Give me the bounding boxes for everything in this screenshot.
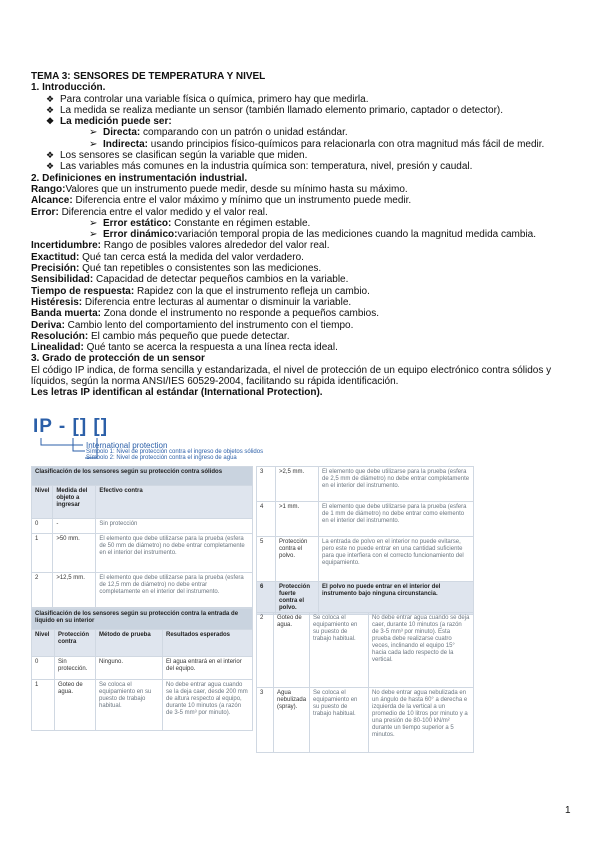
arrow-bullet-icon: ➢	[89, 217, 98, 229]
diamond-bullet-icon: ❖	[46, 150, 55, 161]
definition-banda-muerta: Banda muerta: Zona donde el instrumento no responde a pequeños cambios.	[31, 308, 379, 320]
ip-label-symbol2: Símbolo 2: Nivel de protección contra el ingreso de agua	[86, 455, 237, 461]
definition-deriva: Deriva: Cambio lento del comportamiento del instrumento con el tiempo.	[31, 319, 354, 331]
page-number: 1	[565, 805, 571, 816]
bullet-item: ❖ Para controlar una variable física o química, primero hay que medirla.	[46, 93, 369, 105]
diamond-bullet-icon: ❖	[46, 161, 55, 172]
sub-bullet-item: ➢ Error estático: Constante en régimen estable.	[89, 217, 311, 229]
diamond-bullet-icon: ❖	[46, 116, 55, 127]
sub-bullet-item: ➢ Directa: comparando con un patrón o unidad estándar.	[89, 127, 348, 139]
definition-exactitud: Exactitud: Qué tan cerca está la medida del valor verdadero.	[31, 251, 304, 263]
table-row: 0 Sin protección. Ninguno. El agua entrará en el interior del equipo.	[32, 657, 253, 680]
definition-sensibilidad: Sensibilidad: Capacidad de detectar pequeños cambios en la variable.	[31, 274, 349, 286]
column-header: Efectivo contra	[96, 486, 253, 519]
bullet-item: ❖ La medición puede ser:	[46, 116, 172, 128]
column-header: Resultados esperados	[163, 630, 253, 657]
bullet-item: ❖ Los sensores se clasifican según la variable que miden.	[46, 150, 308, 162]
column-header: Protección contra	[55, 630, 96, 657]
bullet-item: ❖ Las variables más comunes en la industria química son: temperatura, nivel, presión y caudal.	[46, 161, 473, 173]
table-row: 0 - Sin protección	[32, 519, 253, 534]
solids-protection-table-continued	[256, 466, 474, 615]
diamond-bullet-icon: ❖	[46, 104, 55, 115]
definition-alcance: Alcance: Diferencia entre el valor máximo y mínimo que un instrumento puede medir.	[31, 195, 412, 207]
bullet-item: ❖ La medida se realiza mediante un sensor (también llamado elemento primario, captador o detector).	[46, 104, 504, 116]
ip-label-international: International protection	[86, 441, 168, 450]
document-title: TEMA 3: SENSORES DE TEMPERATURA Y NIVEL	[31, 71, 266, 82]
liquids-protection-table	[31, 608, 253, 731]
ip-code-figure	[31, 416, 271, 462]
table-row: 2 >12,5 mm. El elemento que debe utilizarse para la prueba (esfera de 12,5 mm de diámetro) no debe entrar completamente en el interior del instrumento.	[32, 573, 253, 608]
ip-code: IP - [] []	[33, 416, 109, 437]
table-row: 4 >1 mm. El elemento que debe utilizarse para la prueba (esfera de 1 mm de diámetro) no debe entrar como elemento en el interior del instrumento.	[257, 502, 474, 537]
section-3-heading: 3. Grado de protección de un sensor	[31, 353, 205, 365]
arrow-bullet-icon: ➢	[89, 138, 98, 150]
table-row: 1 >50 mm. El elemento que debe utilizarse para la prueba (esfera de 50 mm de diámetro) no debe entrar completamente en el interior del instrumento.	[32, 534, 253, 573]
diamond-bullet-icon: ❖	[46, 93, 55, 104]
column-header: Medida del objeto a ingresar	[53, 486, 96, 519]
table-row: 3 >2,5 mm. El elemento que debe utilizarse para la prueba (esfera de 2,5 mm de diámetro) no debe entrar completamente en el interior del instrumento.	[257, 467, 474, 502]
definition-linealidad: Linealidad: Qué tanto se acerca la respuesta a una línea recta ideal.	[31, 342, 338, 354]
definition-error: Error: Diferencia entre el valor medido y el valor real.	[31, 206, 268, 218]
table-caption: Clasificación de los sensores según su protección contra sólidos	[32, 467, 253, 486]
section-3-ip-note: Les letras IP identifican al estándar (International Protection).	[31, 387, 323, 399]
definition-resolucion: Resolución: El cambio más pequeño que puede detectar.	[31, 330, 290, 342]
table-caption: Clasificación de los sensores según su protección contra la entrada de líquido en su interior	[32, 609, 253, 630]
sub-bullet-item: ➢ Indirecta: usando principios físico-químicos para relacionarla con otra magnitud más fácil de medir.	[89, 138, 545, 150]
definition-incertidumbre: Incertidumbre: Rango de posibles valores alrededor del valor real.	[31, 240, 330, 252]
definition-tiempo-respuesta: Tiempo de respuesta: Rapidez con la que el instrumento refleja un cambio.	[31, 285, 370, 297]
column-header: Nivel	[32, 630, 55, 657]
section-2-heading: 2. Definiciones en instrumentación industrial.	[31, 172, 248, 184]
table-row: 2 Goteo de agua. Se coloca el equipamiento en su puesto de trabajo habitual. No debe entrar agua cuando se deja caer, durante 10 minutos (a razón de 3-5 mm³ por minuto). Esta prueba debe realizarse cuatro veces, inclinando el equipo 15° hacia cada lado respecto de la vertical.	[257, 613, 474, 688]
table-row: 6 Protección fuerte contra el polvo. El polvo no puede entrar en el interior del instrumento bajo ninguna circunstancia.	[257, 582, 474, 615]
document-body	[31, 71, 576, 399]
solids-protection-table	[31, 466, 253, 608]
liquids-protection-table-continued	[256, 612, 474, 753]
arrow-bullet-icon: ➢	[89, 229, 98, 241]
table-row: 3 Agua nebulizada (spray). Se coloca el equipamiento en su puesto de trabajo habitual. No debe entrar agua nebulizada en un ángulo de hasta 60° a derecha e izquierda de la vertical a un promedio de 10 litros por minuto y a una presión de 80-100 kN/m² durante un tiempo superior a 5 minutos.	[257, 688, 474, 753]
definition-rango: Rango:Valores que un instrumento puede medir, desde su mínimo hasta su máximo.	[31, 183, 408, 195]
definition-precision: Precisión: Qué tan repetibles o consistentes son las mediciones.	[31, 263, 322, 275]
ip-label-symbol1: Símbolo 1: Nivel de protección contra el ingreso de objetos sólidos	[86, 449, 264, 455]
column-header: Nivel	[32, 486, 53, 519]
table-row: 1 Goteo de agua. Se coloca el equipamiento en su puesto de trabajo habitual. No debe entrar agua cuando se la deja caer, desde 200 mm de altura respecto al equipo, durante 10 minutos (a razón de 3-5 mm³ por minuto).	[32, 680, 253, 731]
section-3-paragraph: El código IP indica, de forma sencilla y estandarizada, el nivel de protección de un equipo electrónico contra sólidos y líquidos, según la norma ANSI/IES 60529-2004, facilitando su rápida identificación.	[31, 364, 552, 388]
definition-histeresis: Histéresis: Diferencia entre lecturas al aumentar o disminuir la variable.	[31, 296, 352, 308]
section-1-heading: 1. Introducción.	[31, 82, 106, 94]
arrow-bullet-icon: ➢	[89, 127, 98, 139]
column-header: Método de prueba	[96, 630, 163, 657]
sub-bullet-item: ➢ Error dinámico:variación temporal propia de las mediciones cuando la magnitud medida cambia.	[89, 229, 537, 241]
table-row: 5 Protección contra el polvo. La entrada de polvo en el interior no puede evitarse, pero este no puede entrar en una cantidad suficiente para que interfiera con el correcto funcionamiento del equipamiento.	[257, 537, 474, 582]
